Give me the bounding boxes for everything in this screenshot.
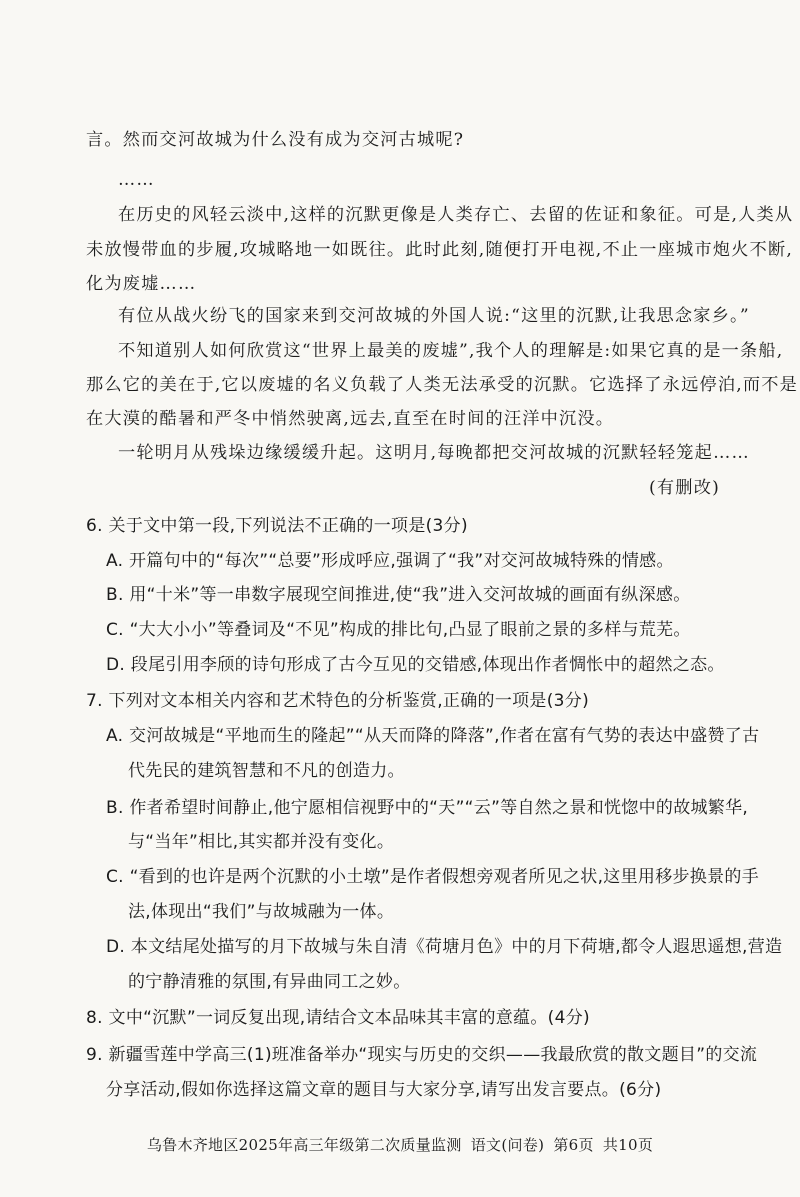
passage-line-6: 有位从战火纷飞的国家来到交河故城的外国人说:“这里的沉默,让我思念家乡。” [118,306,750,326]
page-footer [0,1135,800,1155]
question-7-option-d-line-2: 的宁静清雅的氛围,有异曲同工之妙。 [128,972,411,992]
question-7-option-c-line-2: 法,体现出“我们”与故城融为一体。 [128,902,395,922]
passage-line-5: 化为废墟…… [86,274,197,294]
passage-ellipsis: …… [118,170,155,190]
question-6-option-b: B. 用“十米”等一串数字展现空间推进,使“我”进入交河故城的画面有纵深感。 [106,585,691,605]
question-9-line-1: 9. 新疆雪莲中学高三(1)班准备举办“现实与历史的交织——我最欣赏的散文题目”的交流 [86,1045,758,1065]
question-7-option-b-line-2: 与“当年”相比,其实都并没有变化。 [128,832,395,852]
passage-line-10: 一轮明月从残垛边缘缓缓升起。这明月,每晚都把交河故城的沉默轻轻笼起…… [118,443,750,463]
passage-line-9: 在大漠的酷暑和严冬中悄然驶离,远去,直至在时间的汪洋中沉没。 [86,409,615,429]
question-7-option-b-line-1: B. 作者希望时间静止,他宁愿相信视野中的“天”“云”等自然之景和恍惚中的故城繁华, [106,798,749,818]
passage-line-7: 不知道别人如何欣赏这“世界上最美的废墟”,我个人的理解是:如果它真的是一条船, [118,341,784,361]
passage-line-8: 那么它的美在于,它以废墟的名义负载了人类无法承受的沉默。它选择了永远停泊,而不是 [86,375,799,395]
footer-page-number: 第6页 [553,1136,594,1154]
question-7-option-c-line-1: C. “看到的也许是两个沉默的小土墩”是作者假想旁观者所见之状,这里用移步换景的手 [106,867,759,887]
question-7-option-a-line-1: A. 交河故城是“平地而生的隆起”“从天而降的降落”,作者在富有气势的表达中盛赞了古 [106,726,760,746]
passage-line-3: 在历史的风轻云淡中,这样的沉默更像是人类存亡、去留的佐证和象征。可是,人类从 [118,205,794,225]
question-6-option-d: D. 段尾引用李颀的诗句形成了古今互见的交错感,体现出作者惆怅中的超然之态。 [106,655,725,675]
question-7-option-a-line-2: 代先民的建筑智慧和不凡的创造力。 [128,761,405,781]
footer-exam-title: 乌鲁木齐地区2025年高三年级第二次质量监测 [146,1136,462,1154]
passage-line-4: 未放慢带血的步履,攻城略地一如既往。此时此刻,随便打开电视,不止一座城市炮火不断, [86,240,793,260]
question-7-option-d-line-1: D. 本文结尾处描写的月下故城与朱自清《荷塘月色》中的月下荷塘,都令人遐思遥想,营造 [106,937,783,957]
question-8-stem: 8. 文中“沉默”一词反复出现,请结合文本品味其丰富的意蕴。(4分) [86,1008,590,1028]
footer-subject: 语文(问卷) [470,1136,545,1154]
question-6-stem: 6. 关于文中第一段,下列说法不正确的一项是(3分) [86,516,468,536]
question-9-line-2: 分享活动,假如你选择这篇文章的题目与大家分享,请写出发言要点。(6分) [106,1080,662,1100]
passage-note: (有删改) [649,478,720,498]
question-6-option-c: C. “大大小小”等叠词及“不见”构成的排比句,凸显了眼前之景的多样与荒芜。 [106,620,691,640]
passage-line-1: 言。然而交河故城为什么没有成为交河古城呢? [86,130,465,150]
footer-total-pages: 共10页 [602,1136,654,1154]
question-7-stem: 7. 下列对文本相关内容和艺术特色的分析鉴赏,正确的一项是(3分) [86,691,590,711]
question-6-option-a: A. 开篇句中的“每次”“总要”形成呼应,强调了“我”对交河故城特殊的情感。 [106,551,674,571]
